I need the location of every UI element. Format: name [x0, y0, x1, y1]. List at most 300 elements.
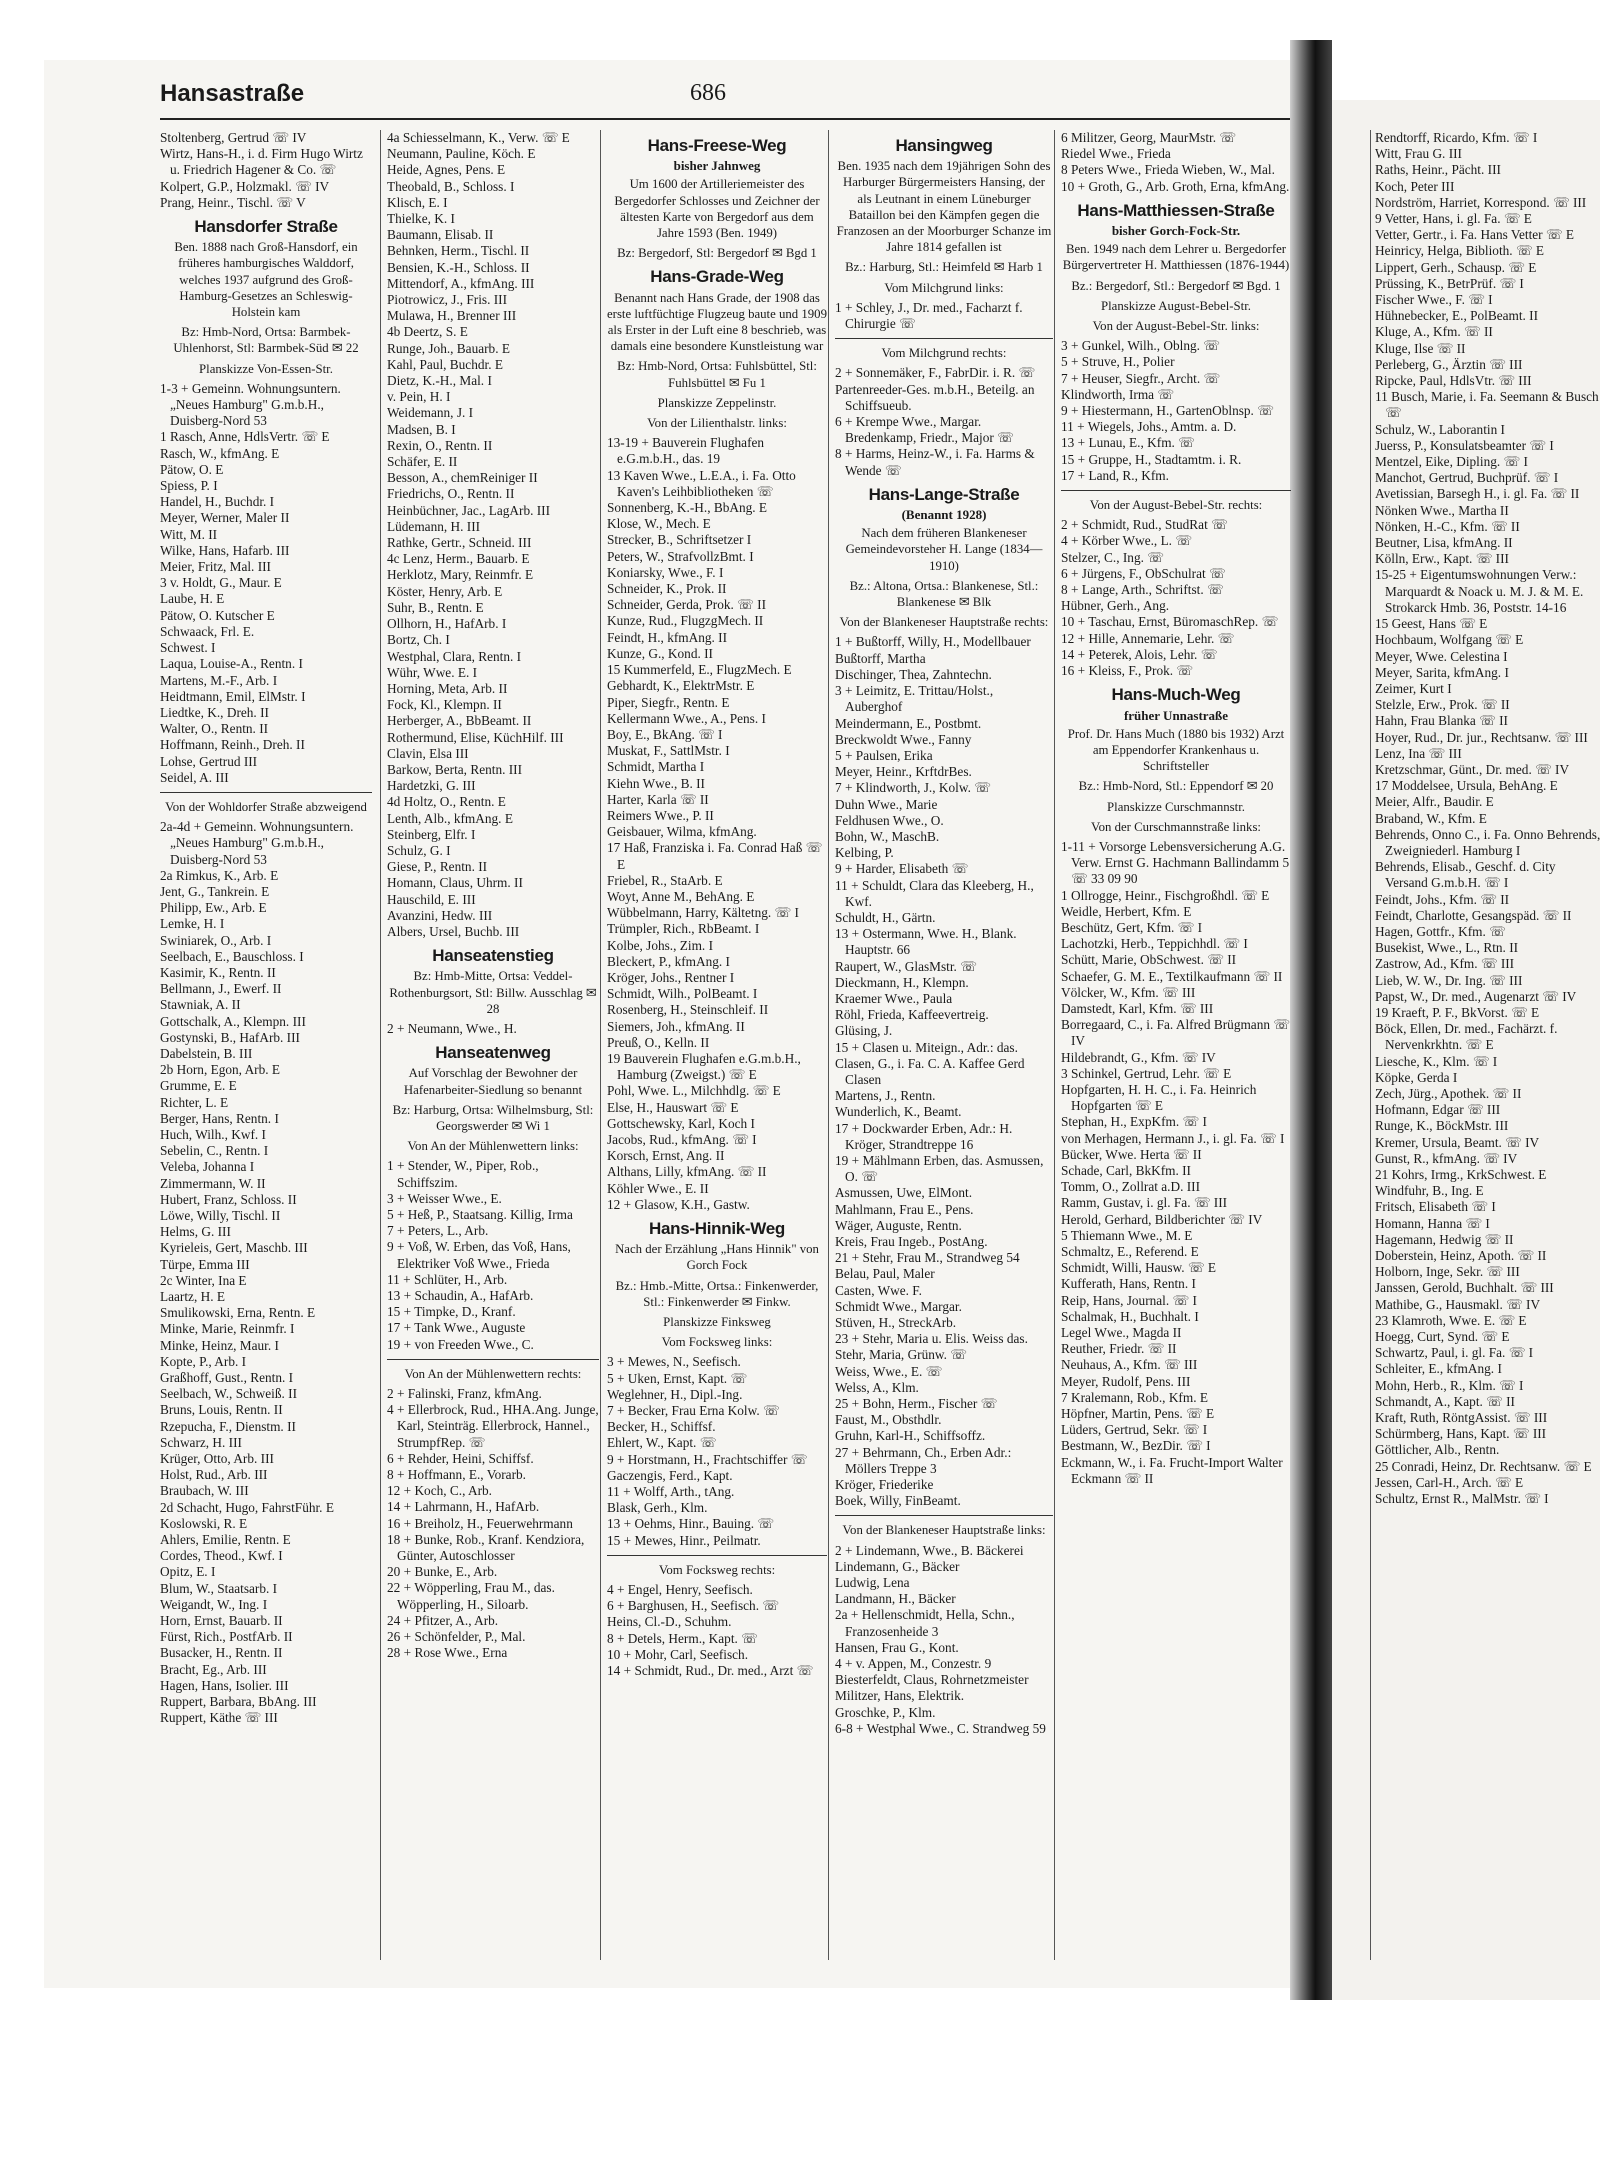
directory-entry: Kellermann Wwe., A., Pens. I: [607, 710, 766, 726]
directory-entry: Lohse, Gertrud III: [160, 753, 258, 769]
section-divider: [607, 1555, 827, 1556]
directory-entry: Schneider, K., Prok. II: [607, 581, 727, 597]
directory-entry: Feindt, H., kfmAng. II: [607, 629, 728, 645]
directory-entry: Swiniarek, O., Arb. I: [160, 932, 272, 948]
directory-entry: Bohn, W., MaschB.: [835, 828, 940, 844]
directory-entry: 13 + Ostermann, Wwe. H., Blank. Hauptstr. 66: [835, 926, 1017, 958]
directory-entry: Landmann, H., Bäcker: [835, 1591, 956, 1607]
directory-entry: 25 + Bohn, Herm., Fischer ☏: [835, 1396, 998, 1412]
directory-entry: 1-3 + Gemeinn. Wohnungsuntern. „Neues Hamburg" G.m.b.H., Duisberg-Nord 53: [160, 380, 341, 429]
directory-entry: 10 + Mohr, Carl, Seefisch.: [607, 1646, 749, 1662]
directory-entry: Runge, K., BöckMstr. III: [1375, 1118, 1509, 1134]
directory-entry: 4 + Körber Wwe., L. ☏: [1061, 533, 1192, 549]
directory-entry: 3 + Mewes, N., Seefisch.: [607, 1354, 741, 1370]
directory-entry: Liesche, K., Klm. ☏ I: [1375, 1053, 1498, 1069]
street-description: Bz: Hmb-Mitte, Ortsa: Veddel-Rothenburgsort, Stl: Billw. Ausschlag ✉ 28: [389, 969, 597, 1016]
directory-entry: Juerss, P., Konsulatsbeamter ☏ I: [1375, 437, 1554, 453]
directory-entry: Weigandt, W., Ing. I: [160, 1596, 268, 1612]
directory-entry: 3 + Weisser Wwe., E.: [387, 1190, 502, 1206]
directory-entry: Bestmann, W., BezDir. ☏ I: [1061, 1438, 1211, 1454]
directory-entry: 2a + Hellenschmidt, Hella, Schn., Franzosenheide 3: [835, 1607, 1015, 1639]
directory-entry: Ollhorn, H., HafArb. I: [387, 616, 507, 632]
directory-entry: Ruppert, Käthe ☏ III: [160, 1710, 278, 1726]
column-4: [828, 130, 1059, 1960]
directory-entry: 13 Kaven Wwe., L.E.A., i. Fa. Otto Kaven's Leihbibliotheken ☏: [607, 467, 796, 499]
directory-entry: Dischinger, Thea, Zahntechn.: [835, 666, 992, 682]
directory-entry: Klindworth, Irma ☏: [1061, 386, 1175, 402]
directory-entry: Kunze, G., Kond. II: [607, 645, 713, 661]
street-description: Um 1600 der Artilleriemeister des Bergedorfer Schlosses und Zeichner der ältesten Karte von Bergedorf aus dem Jahre 1593 (Ben. 1949): [614, 177, 820, 241]
directory-entry: Ehlert, W., Kapt. ☏: [607, 1435, 717, 1451]
directory-entry: Jent, G., Tankrein. E: [160, 883, 270, 899]
directory-entry: Homann, Claus, Uhrm. II: [387, 875, 523, 891]
street-description: Bz.: Hmb.-Mitte, Ortsa.: Finkenwerder, Stl.: Finkenwerder ✉ Finkw.: [615, 1278, 819, 1309]
directory-entry: Friedrichs, O., Rentn. II: [387, 486, 515, 502]
directory-entry: 5 + Paulsen, Erika: [835, 747, 933, 763]
directory-entry: Theobald, B., Schloss. I: [387, 178, 515, 194]
directory-entry: Partenreeder-Ges. m.b.H., Beteilg. an Schiffsueub.: [835, 381, 1035, 413]
directory-entry: Schwarz, H. III: [160, 1434, 242, 1450]
directory-entry: Fock, Kl., Klempn. II: [387, 697, 502, 713]
directory-entry: Martens, M.-F., Arb. I: [160, 672, 278, 688]
directory-entry: Wunderlich, K., Beamt.: [835, 1104, 962, 1120]
directory-entry: Lippert, Gerh., Schausp. ☏ E: [1375, 259, 1537, 275]
directory-entry: Göttlicher, Alb., Rentn.: [1375, 1442, 1500, 1458]
directory-entry: 8 + Hoffmann, E., Vorarb.: [387, 1467, 526, 1483]
directory-entry: Bortz, Ch. I: [387, 632, 450, 648]
directory-entry: Kolpert, G.P., Holzmakl. ☏ IV: [160, 178, 330, 194]
directory-entry: Gruhn, Karl-H., Schiffsoffz.: [835, 1428, 986, 1444]
directory-entry: Laqua, Louise-A., Rentn. I: [160, 656, 303, 672]
directory-entry: Reip, Hans, Journal. ☏ I: [1061, 1292, 1197, 1308]
directory-entry: Beschütz, Gert, Kfm. ☏ I: [1061, 919, 1203, 935]
directory-entry: Rzepucha, F., Dienstm. II: [160, 1418, 296, 1434]
directory-entry: Riedel Wwe., Frieda: [1061, 146, 1171, 162]
directory-entry: Philipp, Ew., Arb. E: [160, 900, 267, 916]
directory-entry: Holborn, Inge, Sekr. ☏ III: [1375, 1264, 1520, 1280]
directory-entry: 6-8 + Westphal Wwe., C. Strandweg 59: [835, 1720, 1046, 1736]
directory-entry: 26 + Schönfelder, P., Mal.: [387, 1629, 526, 1645]
directory-entry: 6 + Rehder, Heini, Schiffsf.: [387, 1450, 534, 1466]
directory-entry: 8 + Harms, Heinz-W., i. Fa. Harms & Wende ☏: [835, 446, 1035, 478]
directory-entry: Ruppert, Barbara, BbAng. III: [160, 1694, 317, 1710]
street-description: Benannt nach Hans Grade, der 1908 das erste luftfüchtige Flugzeug baute und 1909 als Erster in der Luft eine 8 beschrieb, was damals eine besondere Kunstleistung war: [607, 290, 827, 354]
directory-entry: Rexin, O., Rentn. II: [387, 437, 493, 453]
directory-entry: Schmidt Wwe., Margar.: [835, 1298, 962, 1314]
directory-entry: 7 Kralemann, Rob., Kfm. E: [1061, 1389, 1208, 1405]
directory-entry: Besson, A., chemReiniger II: [387, 470, 538, 486]
directory-entry: 3 + Gunkel, Wilh., Oblng. ☏: [1061, 338, 1220, 354]
directory-entry: 19 + von Freeden Wwe., C.: [387, 1336, 534, 1352]
directory-entry: Hopfgarten, H. H. C., i. Fa. Heinrich Hopfgarten ☏ E: [1061, 1081, 1257, 1114]
directory-entry: Weglehner, H., Dipl.-Ing.: [607, 1386, 743, 1402]
directory-entry: Hoyer, Rud., Dr. jur., Rechtsanw. ☏ III: [1375, 729, 1588, 745]
directory-entry: Schmidt, Wilh., PolBeamt. I: [607, 986, 758, 1002]
street-description: Bz: Hmb-Nord, Ortsa: Fuhlsbüttel, Stl: Fuhlsbüttel ✉ Fu 1: [617, 359, 817, 390]
directory-entry: Peters, W., StrafvollzBmt. I: [607, 548, 754, 564]
street-heading: Hansdorfer Straße: [194, 217, 338, 237]
directory-entry: Hahn, Frau Blanka ☏ II: [1375, 713, 1508, 729]
directory-entry: 2b Horn, Egon, Arb. E: [160, 1062, 281, 1078]
column-2: [380, 130, 605, 1960]
directory-entry: Albers, Ursel, Buchb. III: [387, 923, 520, 939]
directory-entry: Neumann, Pauline, Köch. E: [387, 146, 536, 162]
directory-entry: Zeimer, Kurt I: [1375, 680, 1452, 696]
directory-entry: 7 + Heuser, Siegfr., Archt. ☏: [1061, 370, 1221, 386]
directory-entry: Raths, Heinr., Pächt. III: [1375, 162, 1501, 178]
directory-entry: 15-25 + Eigentumswohnungen Verw.: Marquardt & Noack u. M. J. & M. E. Strokarck Hmb. 36, Poststr. 14-16: [1375, 567, 1584, 615]
directory-entry: Kröger, Friederike: [835, 1477, 934, 1493]
directory-entry: Meyer, Sarita, kfmAng. I: [1375, 664, 1509, 680]
street-description: Von der Blankeneser Hauptstraße rechts:: [839, 615, 1049, 630]
directory-entry: 13 + Lunau, E., Kfm. ☏: [1061, 435, 1195, 451]
street-description: Ben. 1949 nach dem Lehrer u. Bergedorfer Bürgervertreter H. Matthiessen (1876-1944): [1062, 242, 1290, 273]
directory-entry: Fischer Wwe., F. ☏ I: [1375, 292, 1493, 308]
street-heading: Hans-Matthiessen-Straße: [1077, 200, 1275, 220]
directory-entry: 16 + Kleiss, F., Prok. ☏: [1061, 663, 1194, 679]
directory-entry: Glüsing, J.: [835, 1023, 893, 1039]
directory-entry: Schäfer, E. II: [387, 454, 458, 470]
directory-entry: Köhler Wwe., E. II: [607, 1180, 709, 1196]
directory-entry: Runge, Joh., Bauarb. E: [387, 340, 510, 356]
directory-entry: Zastrow, Ad., Kfm. ☏ III: [1375, 956, 1515, 972]
directory-entry: Manchot, Gertrud, Buchprüf. ☏ I: [1375, 470, 1559, 486]
directory-entry: 24 + Pfitzer, A., Arb.: [387, 1612, 499, 1628]
street-description: Nach der Erzählung „Hans Hinnik" von Gorch Fock: [615, 1242, 819, 1273]
directory-entry: Köpke, Gerda I: [1375, 1069, 1458, 1085]
directory-entry: Gebhardt, K., ElektrMstr. E: [607, 678, 755, 694]
directory-entry: 5 + Uken, Ernst, Kapt. ☏: [607, 1370, 748, 1386]
directory-entry: Bracht, Eg., Arb. III: [160, 1661, 267, 1677]
directory-entry: Kluge, A., Kfm. ☏ II: [1375, 324, 1493, 340]
directory-entry: Liedtke, K., Dreh. II: [160, 704, 269, 720]
directory-entry: Heinbüchner, Jac., LagArb. III: [387, 502, 551, 518]
directory-entry: Schwaack, Frl. E.: [160, 623, 255, 639]
street-description: Planskizze August-Bebel-Str.: [1101, 298, 1251, 313]
directory-entry: Beutner, Lisa, kfmAng. II: [1375, 535, 1513, 551]
directory-entry: Heide, Agnes, Pens. E: [387, 162, 506, 178]
directory-entry: Holst, Rud., Arb. III: [160, 1467, 268, 1483]
directory-entry: 15 + Mewes, Hinr., Peilmatr.: [607, 1532, 761, 1548]
directory-entry: Hübner, Gerh., Ang.: [1061, 598, 1170, 614]
directory-entry: Graßhoff, Gust., Rentn. I: [160, 1370, 294, 1386]
directory-entry: Stüven, H., StreckArb.: [835, 1315, 957, 1331]
directory-entry: Seidel, A. III: [160, 769, 229, 785]
directory-entry: Trümpler, Rich., RbBeamt. I: [607, 921, 760, 937]
directory-entry: Hansen, Frau G., Kont.: [835, 1639, 959, 1655]
directory-entry: Behrends, Elisab., Geschf. d. City Versand G.m.b.H. ☏ I: [1375, 859, 1556, 891]
directory-entry: Giese, P., Rentn. II: [387, 859, 488, 875]
directory-entry: 19 Bauverein Flughafen e.G.m.b.H., Hamburg (Zweigst.) ☏ E: [607, 1050, 801, 1083]
directory-entry: Wilke, Hans, Hafarb. III: [160, 542, 290, 558]
directory-entry: Mentzel, Eike, Dipling. ☏ I: [1375, 454, 1528, 470]
directory-entry: Hildebrandt, G., Kfm. ☏ IV: [1061, 1049, 1216, 1065]
directory-entry: 7 + Klindworth, J., Kolw. ☏: [835, 780, 991, 796]
directory-entry: 7 + Peters, L., Arb.: [387, 1223, 489, 1239]
directory-entry: 2 + Lindemann, Wwe., B. Bäckerei: [835, 1542, 1024, 1558]
directory-entry: Kretzschmar, Günt., Dr. med. ☏ IV: [1375, 761, 1570, 777]
directory-entry: 17 Moddelsee, Ursula, BehAng. E: [1375, 778, 1558, 794]
directory-entry: Westphal, Clara, Rentn. I: [387, 648, 522, 664]
directory-entry: Weidemann, J. I: [387, 405, 474, 421]
street-heading: Hans-Much-Weg: [1111, 685, 1241, 705]
directory-entry: Herold, Gerhard, Bildberichter ☏ IV: [1061, 1211, 1263, 1227]
directory-entry: 21 Kohrs, Irmg., KrkSchwest. E: [1375, 1167, 1547, 1182]
directory-entry: v. Pein, H. I: [387, 389, 451, 405]
street-description: Vom Focksweg links:: [661, 1335, 773, 1350]
directory-entry: Koch, Peter III: [1375, 178, 1455, 194]
directory-entry: Avanzini, Hedw. III: [387, 907, 493, 923]
directory-entry: Stephan, H., ExpKfm. ☏ I: [1061, 1114, 1207, 1130]
directory-entry: Breckwoldt Wwe., Fanny: [835, 731, 972, 747]
street-description: Vom Milchgrund rechts:: [881, 346, 1007, 361]
directory-entry: 21 + Stehr, Frau M., Strandweg 54: [835, 1250, 1020, 1266]
directory-entry: Blum, W., Staatsarb. I: [160, 1580, 278, 1596]
directory-entry: 6 + Barghusen, H., Seefisch. ☏: [607, 1598, 779, 1614]
directory-entry: Heinricy, Helga, Biblioth. ☏ E: [1375, 243, 1545, 259]
street-description: Planskizze Zeppelinstr.: [657, 395, 777, 410]
directory-entry: Laartz, H. E: [160, 1289, 225, 1305]
directory-entry: Hochbaum, Wolfgang ☏ E: [1375, 632, 1524, 648]
directory-entry: 10 + Groth, G., Arb. Groth, Erna, kfmAng.: [1061, 178, 1290, 194]
directory-entry: Althans, Lilly, kfmAng. ☏ II: [607, 1164, 767, 1180]
directory-entry: Reimers Wwe., P. II: [607, 807, 714, 823]
directory-entry: Tomm, O., Zollrat a.D. III: [1061, 1179, 1201, 1195]
directory-entry: Hagen, Gottfr., Kfm. ☏: [1375, 923, 1506, 939]
directory-entry: Pätow, O. Kutscher E: [160, 607, 275, 623]
directory-entry: Bensien, K.-H., Schloss. II: [387, 259, 530, 275]
directory-entry: Horn, Ernst, Bauarb. II: [160, 1613, 283, 1629]
directory-entry: Boek, Willy, FinBeamt.: [835, 1493, 961, 1509]
directory-entry: Blask, Gerh., Klm.: [607, 1500, 708, 1516]
street-description: Auf Vorschlag der Bewohner der Hafenarbeiter-Siedlung so benannt: [403, 1066, 583, 1097]
street-heading: Hansingweg: [895, 136, 993, 155]
directory-entry: Seelbach, E., Bauschloss. I: [160, 948, 304, 964]
directory-entry: 4a Schiesselmann, K., Verw. ☏ E: [387, 130, 570, 145]
directory-entry: Behrends, Onno C., i. Fa. Onno Behrends, Zweigniederl. Hamburg I: [1375, 826, 1600, 858]
directory-entry: Smulikowski, Erna, Rentn. E: [160, 1305, 316, 1321]
directory-entry: Sonnenberg, K.-H., BbAng. E: [607, 500, 768, 516]
directory-entry: Schulz, W., Laborantin I: [1375, 421, 1505, 437]
directory-entry: 14 + Peterek, Alois, Lehr. ☏: [1061, 646, 1218, 662]
directory-entry: Nordström, Harriet, Korrespond. ☏ III: [1375, 194, 1587, 210]
directory-entry: Huch, Wilh., Kwf. I: [160, 1126, 266, 1142]
column-1: [160, 130, 378, 1960]
directory-entry: 1 + Bußtorff, Willy, H., Modellbauer: [835, 634, 1031, 650]
directory-entry: 4 + Engel, Henry, Seefisch.: [607, 1582, 753, 1598]
directory-entry: Gunst, R., kfmAng. ☏ IV: [1375, 1150, 1518, 1166]
directory-entry: 23 + Stehr, Maria u. Elis. Weiss das.: [835, 1331, 1028, 1347]
directory-entry: Köster, Henry, Arb. E: [387, 583, 503, 599]
directory-entry: Meier, Fritz, Mal. III: [160, 559, 271, 575]
directory-entry: 25 Conradi, Heinz, Dr. Rechtsanw. ☏ E: [1375, 1458, 1592, 1474]
directory-entry: Clavin, Elsa III: [387, 745, 469, 761]
directory-entry: Steinberg, Elfr. I: [387, 826, 476, 842]
street-description: Von der Curschmannstraße links:: [1090, 819, 1261, 834]
directory-entry: 11 Busch, Marie, i. Fa. Seemann & Busch ☏: [1375, 389, 1599, 421]
directory-entry: Fritsch, Elisabeth ☏ I: [1375, 1199, 1496, 1215]
directory-entry: Opitz, E. I: [160, 1564, 216, 1580]
directory-entry: 6 + Krempe Wwe., Margar. Bredenkamp, Friedr., Major ☏: [835, 414, 1014, 446]
directory-entry: Laube, H. E: [160, 591, 225, 607]
directory-entry: Belau, Paul, Maler: [835, 1266, 935, 1282]
directory-entry: Mathibe, G., Hausmakl. ☏ IV: [1375, 1296, 1541, 1312]
directory-entry: 9 + Horstmann, H., Frachtschiffer ☏: [607, 1451, 808, 1467]
directory-entry: Bellmann, J., Ewerf. II: [160, 981, 282, 997]
directory-entry: 11 + Schuldt, Clara das Kleeberg, H., Kwf.: [835, 877, 1034, 909]
directory-entry: Kolbe, Johs., Zim. I: [607, 937, 713, 953]
directory-entry: Koniarsky, Wwe., F. I: [607, 564, 724, 580]
directory-entry: Kelbing, P.: [835, 845, 894, 861]
directory-entry: Braubach, W. III: [160, 1483, 249, 1499]
directory-entry: Jessen, Carl-H., Arch. ☏ E: [1375, 1474, 1524, 1490]
directory-entry: 2 + Schmidt, Rud., StudRat ☏: [1061, 517, 1228, 533]
directory-entry: Duhn Wwe., Marie: [835, 796, 938, 812]
directory-entry: Mohn, Herb., R., Klm. ☏ I: [1375, 1377, 1524, 1393]
directory-entry: 2a Rimkus, K., Arb. E: [160, 867, 279, 883]
directory-entry: 8 + Lange, Arth., Schriftst. ☏: [1061, 582, 1224, 598]
directory-entry: Kreis, Frau Ingeb., PostAng.: [835, 1234, 988, 1249]
directory-entry: Korsch, Ernst, Ang. II: [607, 1148, 725, 1164]
directory-entry: Schulz, G. I: [387, 842, 451, 858]
directory-entry: Veleba, Johanna I: [160, 1159, 255, 1175]
directory-entry: Perleberg, G., Ärztin ☏ III: [1375, 356, 1523, 372]
directory-entry: 13 + Schaudin, A., HafArb.: [387, 1288, 534, 1304]
directory-entry: 17 + Land, R., Kfm.: [1061, 467, 1169, 483]
directory-entry: Bußtorff, Martha: [835, 650, 926, 666]
directory-entry: Rothermund, Elise, KüchHilf. III: [387, 729, 564, 745]
directory-entry: Wübbelmann, Harry, Kältetng. ☏ I: [607, 905, 799, 921]
directory-entry: Papst, W., Dr. med., Augenarzt ☏ IV: [1375, 988, 1577, 1004]
directory-entry: Meyer, Werner, Maler II: [160, 510, 290, 526]
directory-entry: Handel, H., Buchdr. I: [160, 494, 275, 510]
directory-entry: Damstedt, Karl, Kfm. ☏ III: [1061, 1000, 1214, 1016]
street-description: Bz: Harburg, Ortsa: Wilhelmsburg, Stl: Georgswerder ✉ Wi 1: [392, 1102, 594, 1133]
column-3: [600, 130, 833, 1960]
street-description: Planskizze Finksweg: [663, 1315, 771, 1330]
directory-entry: Hardetzki, G. III: [387, 778, 476, 794]
street-description: Von An der Mühlenwettern links:: [407, 1139, 579, 1154]
directory-entry: Stoltenberg, Gertrud ☏ IV: [160, 130, 307, 145]
directory-entry: 12 + Hille, Annemarie, Lehr. ☏: [1061, 630, 1235, 646]
street-description: Vom Milchgrund links:: [884, 280, 1004, 295]
directory-entry: 1 Rasch, Anne, HdlsVertr. ☏ E: [160, 429, 330, 445]
street-description: Ben. 1888 nach Groß-Hansdorf, ein früheres hamburgisches Walddorf, welches 1937 aufgrund des Groß-Hamburg-Gesetzes an Schleswig-Holstein kam: [174, 240, 358, 320]
directory-entry: Muskat, F., SattlMstr. I: [607, 743, 730, 759]
directory-entry: Ramm, Gustav, i. gl. Fa. ☏ III: [1061, 1195, 1228, 1211]
street-description: Von der August-Bebel-Str. rechts:: [1089, 498, 1263, 513]
directory-entry: 11 + Wolff, Arth., tAng.: [607, 1484, 735, 1500]
directory-entry: 4 + v. Appen, M., Conzestr. 9: [835, 1656, 992, 1672]
street-description: Prof. Dr. Hans Much (1880 bis 1932) Arzt am Eppendorfer Krankenhaus u. Schriftsteller: [1067, 726, 1285, 774]
directory-entry: 15 Geest, Hans ☏ E: [1375, 616, 1488, 632]
directory-entry: Schade, Carl, BkKfm. II: [1061, 1162, 1191, 1178]
directory-entry: Legel Wwe., Magda II: [1061, 1325, 1182, 1341]
directory-entry: Wühr, Wwe. E. I: [387, 664, 478, 680]
directory-entry: 28 + Rose Wwe., Erna: [387, 1645, 508, 1661]
street-description: Von der Lilienthalstr. links:: [647, 416, 787, 431]
directory-entry: Meyer, Rudolf, Pens. III: [1061, 1373, 1191, 1389]
directory-entry: Raupert, W., GlasMstr. ☏: [835, 958, 977, 974]
directory-entry: 9 + Hiestermann, H., GartenOblnsp. ☏: [1061, 403, 1274, 419]
directory-entry: Biesterfeldt, Claus, Rohrnetzmeister: [835, 1672, 1029, 1688]
street-subheading: bisher Jahnweg: [673, 158, 761, 174]
directory-entry: 5 Thiemann Wwe., M. E: [1061, 1227, 1193, 1243]
section-divider: [835, 1515, 1053, 1516]
directory-entry: Harter, Karla ☏ II: [607, 791, 709, 807]
directory-entry: Walter, O., Rentn. II: [160, 721, 269, 737]
street-heading: Hanseatenstieg: [432, 946, 554, 966]
directory-entry: 9 + Voß, W. Erben, das Voß, Hans, Elektriker Voß Wwe., Frieda: [387, 1239, 571, 1271]
directory-entry: Schaefer, G. M. E., Textilkaufmann ☏ II: [1061, 968, 1283, 984]
directory-entry: Clasen, G., i. Fa. C. A. Kaffee Gerd Clasen: [835, 1055, 1025, 1087]
directory-entry: Avetissian, Barsegh H., i. gl. Fa. ☏ II: [1375, 486, 1580, 502]
directory-entry: 19 + Mählmann Erben, das. Asmussen, O. ☏: [835, 1152, 1044, 1185]
directory-entry: Nönken Wwe., Martha II: [1375, 502, 1509, 518]
directory-entry: Jacobs, Rud., kfmAng. ☏ I: [607, 1131, 757, 1147]
directory-entry: Militzer, Hans, Elektrik.: [835, 1688, 965, 1704]
directory-entry: Prüssing, K., BetrPrüf. ☏ I: [1375, 275, 1524, 291]
directory-entry: Ripcke, Paul, HdlsVtr. ☏ III: [1375, 373, 1532, 389]
directory-entry: Grumme, E. E: [160, 1078, 237, 1094]
directory-entry: Lindemann, G., Bäcker: [835, 1558, 960, 1574]
directory-entry: Kraft, Ruth, RöntgAssist. ☏ III: [1375, 1410, 1548, 1426]
directory-entry: Herklotz, Mary, Reinmfr. E: [387, 567, 534, 583]
directory-entry: Kröger, Johs., Rentner I: [607, 969, 735, 985]
directory-entry: 17 Haß, Franziska i. Fa. Conrad Haß ☏ E: [607, 840, 823, 872]
directory-entry: Rasch, W., kfmAng. E: [160, 445, 280, 461]
directory-entry: 2 + Neumann, Wwe., H.: [387, 1020, 517, 1036]
directory-entry: Zech, Jürg., Apothek. ☏ II: [1375, 1085, 1522, 1101]
directory-entry: Windfuhr, B., Ing. E: [1375, 1183, 1484, 1199]
directory-entry: Feindt, Charlotte, Gesangspäd. ☏ II: [1375, 907, 1572, 923]
directory-entry: Kyrieleis, Gert, Maschb. III: [160, 1240, 308, 1256]
directory-entry: Krüger, Otto, Arb. III: [160, 1451, 274, 1467]
directory-entry: 17 + Tank Wwe., Auguste: [387, 1320, 526, 1336]
directory-entry: Cordes, Theod., Kwf. I: [160, 1548, 283, 1564]
directory-entry: Meyer, Wwe. Celestina I: [1375, 648, 1508, 664]
directory-entry: 4c Lenz, Herm., Bauarb. E: [387, 551, 530, 567]
directory-entry: 15 + Clasen u. Miteign., Adr.: das.: [835, 1039, 1018, 1055]
directory-entry: Witt, M. II: [160, 526, 218, 542]
directory-entry: Schürmberg, Hans, Kapt. ☏ III: [1375, 1426, 1547, 1442]
directory-entry: Rosenberg, H., Steinschleif. II: [607, 1002, 769, 1018]
directory-entry: Kufferath, Hans, Rentn. I: [1061, 1276, 1196, 1292]
directory-entry: Welss, A., Klm.: [835, 1379, 919, 1395]
directory-entry: 5 + Heß, P., Staatsang. Killig, Irma: [387, 1207, 573, 1222]
directory-entry: 22 + Wöpperling, Frau M., das. Wöpperling, H., Siloarb.: [387, 1580, 555, 1612]
street-heading: Hanseatenweg: [435, 1043, 551, 1063]
directory-entry: Siemers, Joh., kfmAng. II: [607, 1018, 745, 1034]
directory-entry: Wirtz, Hans-H., i. d. Firm Hugo Wirtz u. Friedrich Hagener & Co. ☏: [160, 146, 363, 178]
directory-entry: Schwartz, Paul, i. gl. Fa. ☏ I: [1375, 1345, 1534, 1361]
directory-entry: Schleiter, E., kfmAng. I: [1375, 1361, 1502, 1377]
page-number: 686: [690, 80, 726, 106]
directory-entry: Schmidt, Martha I: [607, 759, 705, 775]
directory-entry: Prang, Heinr., Tischl. ☏ V: [160, 194, 306, 210]
directory-entry: Bleckert, P., kfmAng. I: [607, 953, 730, 969]
directory-entry: 10 + Taschau, Ernst, BüromaschRep. ☏: [1061, 614, 1279, 630]
directory-entry: Fürst, Rich., PostfArb. II: [160, 1629, 293, 1645]
directory-entry: Schmaltz, E., Referend. E: [1061, 1244, 1199, 1259]
street-description: Bz.: Hmb-Nord, Stl.: Eppendorf ✉ 20: [1078, 779, 1274, 794]
directory-entry: Seelbach, W., Schweiß. II: [160, 1386, 298, 1402]
street-description: Ben. 1935 nach dem 19jährigen Sohn des Harburger Bürgermeisters Hansing, der als Leutnant in einem Lüneburger Bataillon bei den Kämpfen gegen die Franzosen an der Moorburger Schanze im Jahre 1814 gefallen ist: [836, 159, 1052, 255]
directory-entry: Richter, L. E: [160, 1094, 229, 1110]
street-subheading: (Benannt 1928): [901, 507, 987, 523]
directory-entry: Berger, Hans, Rentn. I: [160, 1110, 279, 1126]
column-6-adjacent-page: [1370, 130, 1600, 1960]
